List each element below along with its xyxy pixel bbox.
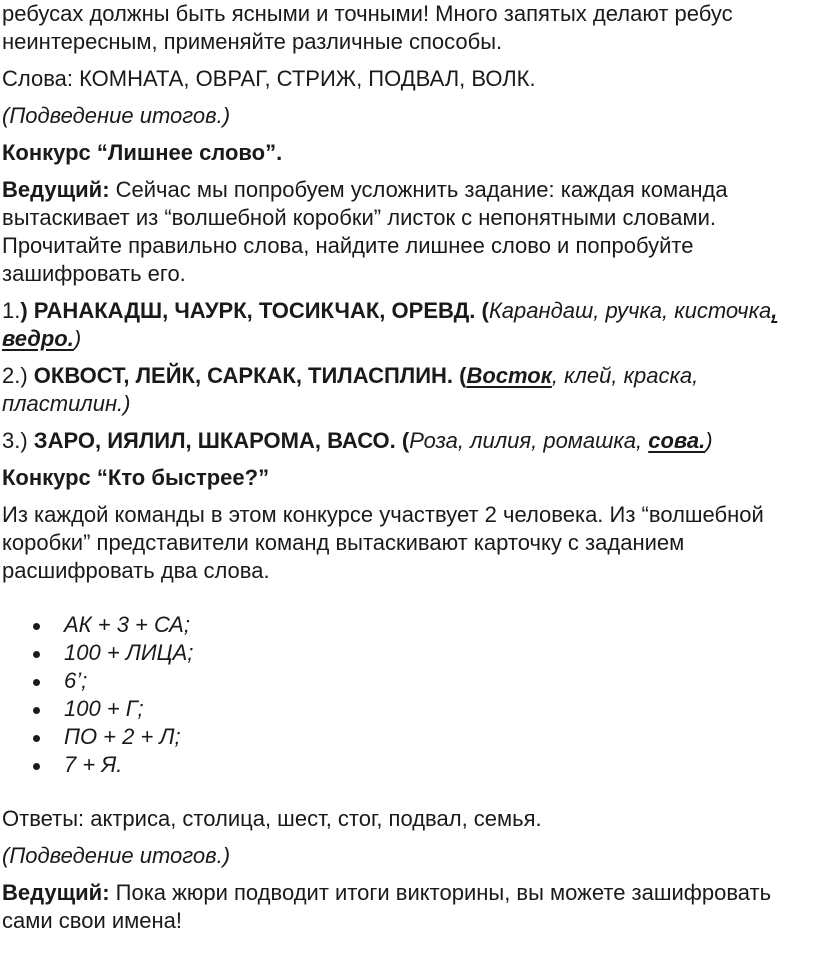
bullet-icon (33, 735, 40, 742)
item-answer: , ведро. (2, 298, 778, 351)
paragraph-summary-2: (Подведение итогов.) (2, 843, 231, 868)
paragraph-words: Слова: КОМНАТА, ОВРАГ, СТРИЖ, ПОДВАЛ, ВОЛК. (2, 66, 536, 91)
item-number: 1. (2, 298, 21, 323)
puzzle-list (2, 611, 812, 779)
list-item: ПО + 2 + Л; (2, 723, 812, 751)
host-text: Сейчас мы попробуем усложнить задание: каждая команда вытаскивает из “волшебной коробки” листок с непонятными словами. Прочитайте правильно слова, найдите лишнее слово и попробуйте зашифровать его. (2, 177, 728, 286)
paragraph-contest2-intro: Из каждой команды в этом конкурсе участвует 2 человека. Из “волшебной коробки” представители команд вытаскивают карточку с заданием расшифровать два слова. (2, 502, 764, 583)
bullet-icon (33, 679, 40, 686)
item-scrambled: ЗАРО, ИЯЛИЛ, ШКАРОМА, ВАСО. ( (27, 428, 410, 453)
item-answer: Восток (466, 363, 552, 388)
item-words: Карандаш, ручка, кисточка (488, 298, 772, 323)
bullet-icon (33, 763, 40, 770)
heading-contest-who-faster: Конкурс “Кто быстрее?” (2, 465, 270, 490)
paragraph-host-2 (2, 879, 812, 935)
item-scrambled: ОКВОСТ, ЛЕЙК, САРКАК, ТИЛАСПЛИН. ( (27, 363, 467, 388)
list-item: АК + 3 + СА; (2, 611, 812, 639)
item-1 (2, 297, 812, 353)
host-text: Пока жюри подводит итоги викторины, вы можете зашифровать сами свои имена! (2, 880, 772, 933)
item-words: , клей, краска, пластилин.) (2, 363, 699, 416)
paragraph-intro: ребусах должны быть ясными и точными! Много запятых делают ребус неинтересным, применяйте различные способы. (2, 1, 733, 54)
heading-contest-extra-word: Конкурс “Лишнее слово”. (2, 140, 283, 165)
paragraph-summary-1: (Подведение итогов.) (2, 103, 231, 128)
bullet-icon (33, 651, 40, 658)
paragraph-host-1 (2, 176, 812, 288)
list-item: 7 + Я. (2, 751, 812, 779)
item-3 (2, 427, 812, 455)
host-label: Ведущий: (2, 177, 110, 202)
document-body (2, 0, 812, 935)
item-close: ) (705, 428, 713, 453)
item-number: 2.) (2, 363, 28, 388)
item-close: ) (73, 326, 82, 351)
list-item: 100 + ЛИЦА; (2, 639, 812, 667)
item-scrambled: ) РАНАКАДШ, ЧАУРК, ТОСИКЧАК, ОРЕВД. ( (20, 298, 489, 323)
item-2 (2, 362, 812, 418)
item-answer: сова. (648, 428, 706, 453)
list-item: 6’; (2, 667, 812, 695)
bullet-icon (33, 623, 40, 630)
paragraph-answers: Ответы: актриса, столица, шест, стог, подвал, семья. (2, 806, 542, 831)
host-label: Ведущий: (2, 880, 110, 905)
item-number: 3.) (2, 428, 28, 453)
item-words: Роза, лилия, ромашка, (409, 428, 649, 453)
list-item: 100 + Г; (2, 695, 812, 723)
bullet-icon (33, 707, 40, 714)
